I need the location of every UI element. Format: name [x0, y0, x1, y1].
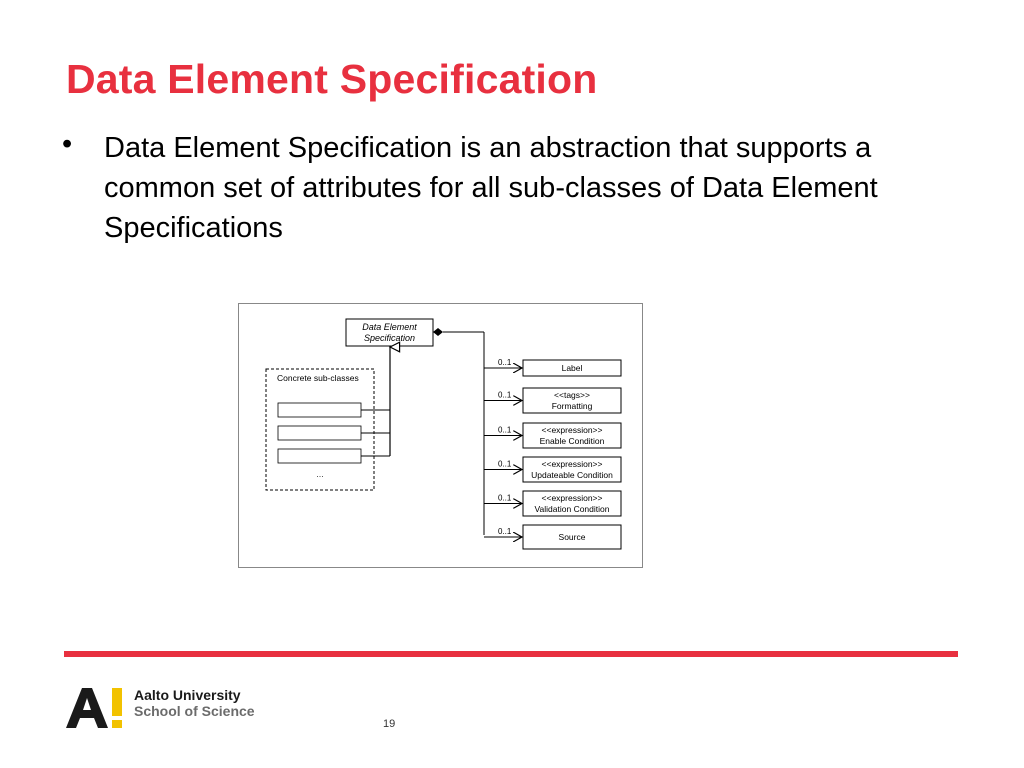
subclass-ellipsis: … — [316, 470, 324, 479]
multiplicity-label: 0..1 — [498, 390, 512, 400]
multiplicity-label: 0..1 — [498, 527, 512, 536]
multiplicity-label: 0..1 — [498, 459, 512, 469]
slide-title: Data Element Specification — [66, 56, 598, 102]
attribute-name: Formatting — [551, 401, 593, 411]
attribute-name: Source — [558, 532, 586, 542]
main-class-box — [346, 319, 433, 346]
multiplicity-label: 0..1 — [498, 425, 512, 435]
main-class-line1: Data Element — [362, 322, 417, 332]
bullet-text: Data Element Specification is an abstraction that supports a common set of attributes for all sub-classes of Data Element Specifications — [104, 132, 878, 244]
attribute-name: Enable Condition — [539, 436, 605, 446]
school-name: School of Science — [134, 703, 255, 719]
attribute-name: Label — [561, 363, 583, 373]
attribute-stereotype: <<expression>> — [541, 459, 603, 469]
page-number: 19 — [383, 718, 396, 730]
attribute-stereotype: <<expression>> — [541, 425, 603, 435]
attribute-name: Updateable Condition — [531, 470, 613, 480]
subclass-group-label: Concrete sub-classes — [277, 373, 359, 383]
subclass-box — [278, 449, 361, 463]
bullet-marker: • — [62, 128, 73, 160]
footer-rule — [64, 651, 958, 657]
subclass-box — [278, 426, 361, 440]
subclass-box — [278, 403, 361, 417]
attribute-stereotype: <<expression>> — [541, 493, 603, 503]
multiplicity-label: 0..1 — [498, 493, 512, 503]
multiplicity-label: 0..1 — [498, 358, 512, 367]
main-class-line2: Specification — [363, 333, 416, 343]
university-name: Aalto University — [134, 687, 241, 703]
uml-diagram — [238, 303, 643, 568]
attribute-name: Validation Condition — [534, 504, 610, 514]
aalto-logo — [64, 686, 126, 730]
attribute-stereotype: <<tags>> — [554, 390, 590, 400]
